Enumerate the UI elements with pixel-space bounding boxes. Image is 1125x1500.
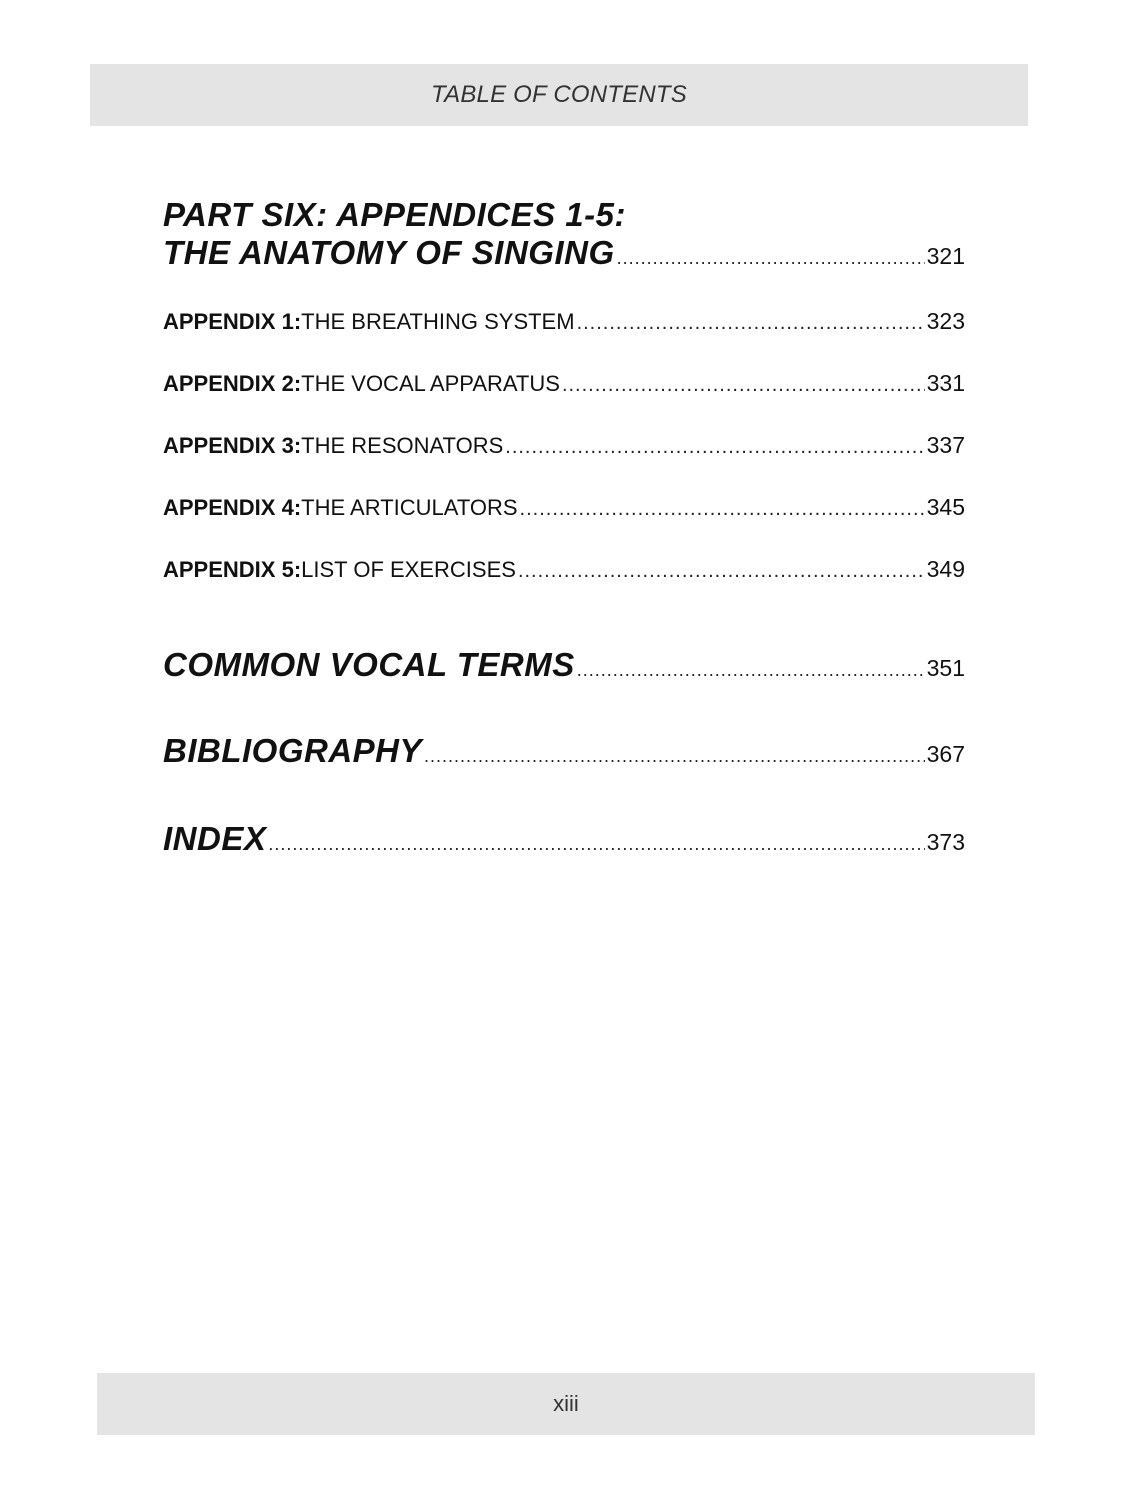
section-page-number: 367 — [926, 741, 965, 767]
leader-dots — [424, 746, 925, 767]
page-number: xiii — [553, 1391, 579, 1416]
appendix-page-number: 331 — [926, 370, 965, 396]
appendix-2-entry — [163, 370, 965, 397]
section-title: INDEX — [163, 820, 267, 857]
section-page-number: 373 — [926, 829, 965, 855]
leader-dots — [617, 248, 925, 269]
appendix-5-entry — [163, 556, 965, 583]
appendix-title: THE BREATHING SYSTEM — [301, 309, 575, 334]
appendix-page-number: 349 — [926, 556, 965, 582]
leader-dots — [518, 560, 925, 583]
section-title: COMMON VOCAL TERMS — [163, 646, 575, 683]
appendix-1-entry — [163, 308, 965, 335]
section-title: BIBLIOGRAPHY — [163, 732, 423, 769]
appendix-label: APPENDIX 2: — [163, 371, 302, 396]
index-entry — [163, 820, 965, 858]
leader-dots — [505, 436, 924, 459]
leader-dots — [562, 374, 925, 397]
bibliography-entry — [163, 732, 965, 770]
part-title-row — [163, 234, 965, 272]
appendix-title: THE VOCAL APPARATUS — [301, 371, 560, 396]
part-title-line2: THE ANATOMY OF SINGING — [163, 234, 615, 271]
appendix-4-entry — [163, 494, 965, 521]
part-six-entry — [163, 196, 965, 272]
appendix-title: THE RESONATORS — [301, 433, 504, 458]
leader-dots — [520, 498, 925, 521]
appendix-3-entry — [163, 432, 965, 459]
part-page-number: 321 — [926, 243, 965, 269]
appendix-label: APPENDIX 5: — [163, 557, 302, 582]
running-header — [90, 64, 1028, 126]
appendix-page-number: 323 — [926, 308, 965, 334]
section-page-number: 351 — [926, 655, 965, 681]
appendix-page-number: 337 — [926, 432, 965, 458]
appendix-label: APPENDIX 3: — [163, 433, 302, 458]
part-title-line1: PART SIX: APPENDICES 1-5: — [163, 196, 626, 233]
leader-dots — [577, 312, 925, 335]
appendix-label: APPENDIX 4: — [163, 495, 302, 520]
appendix-title: THE ARTICULATORS — [301, 495, 518, 520]
appendix-label: APPENDIX 1: — [163, 309, 302, 334]
running-footer — [97, 1373, 1035, 1435]
appendix-page-number: 345 — [926, 494, 965, 520]
header-title: TABLE OF CONTENTS — [431, 81, 687, 108]
leader-dots — [577, 660, 925, 681]
leader-dots — [268, 834, 924, 855]
appendix-title: LIST OF EXERCISES — [301, 557, 516, 582]
common-vocal-terms-entry — [163, 646, 965, 684]
